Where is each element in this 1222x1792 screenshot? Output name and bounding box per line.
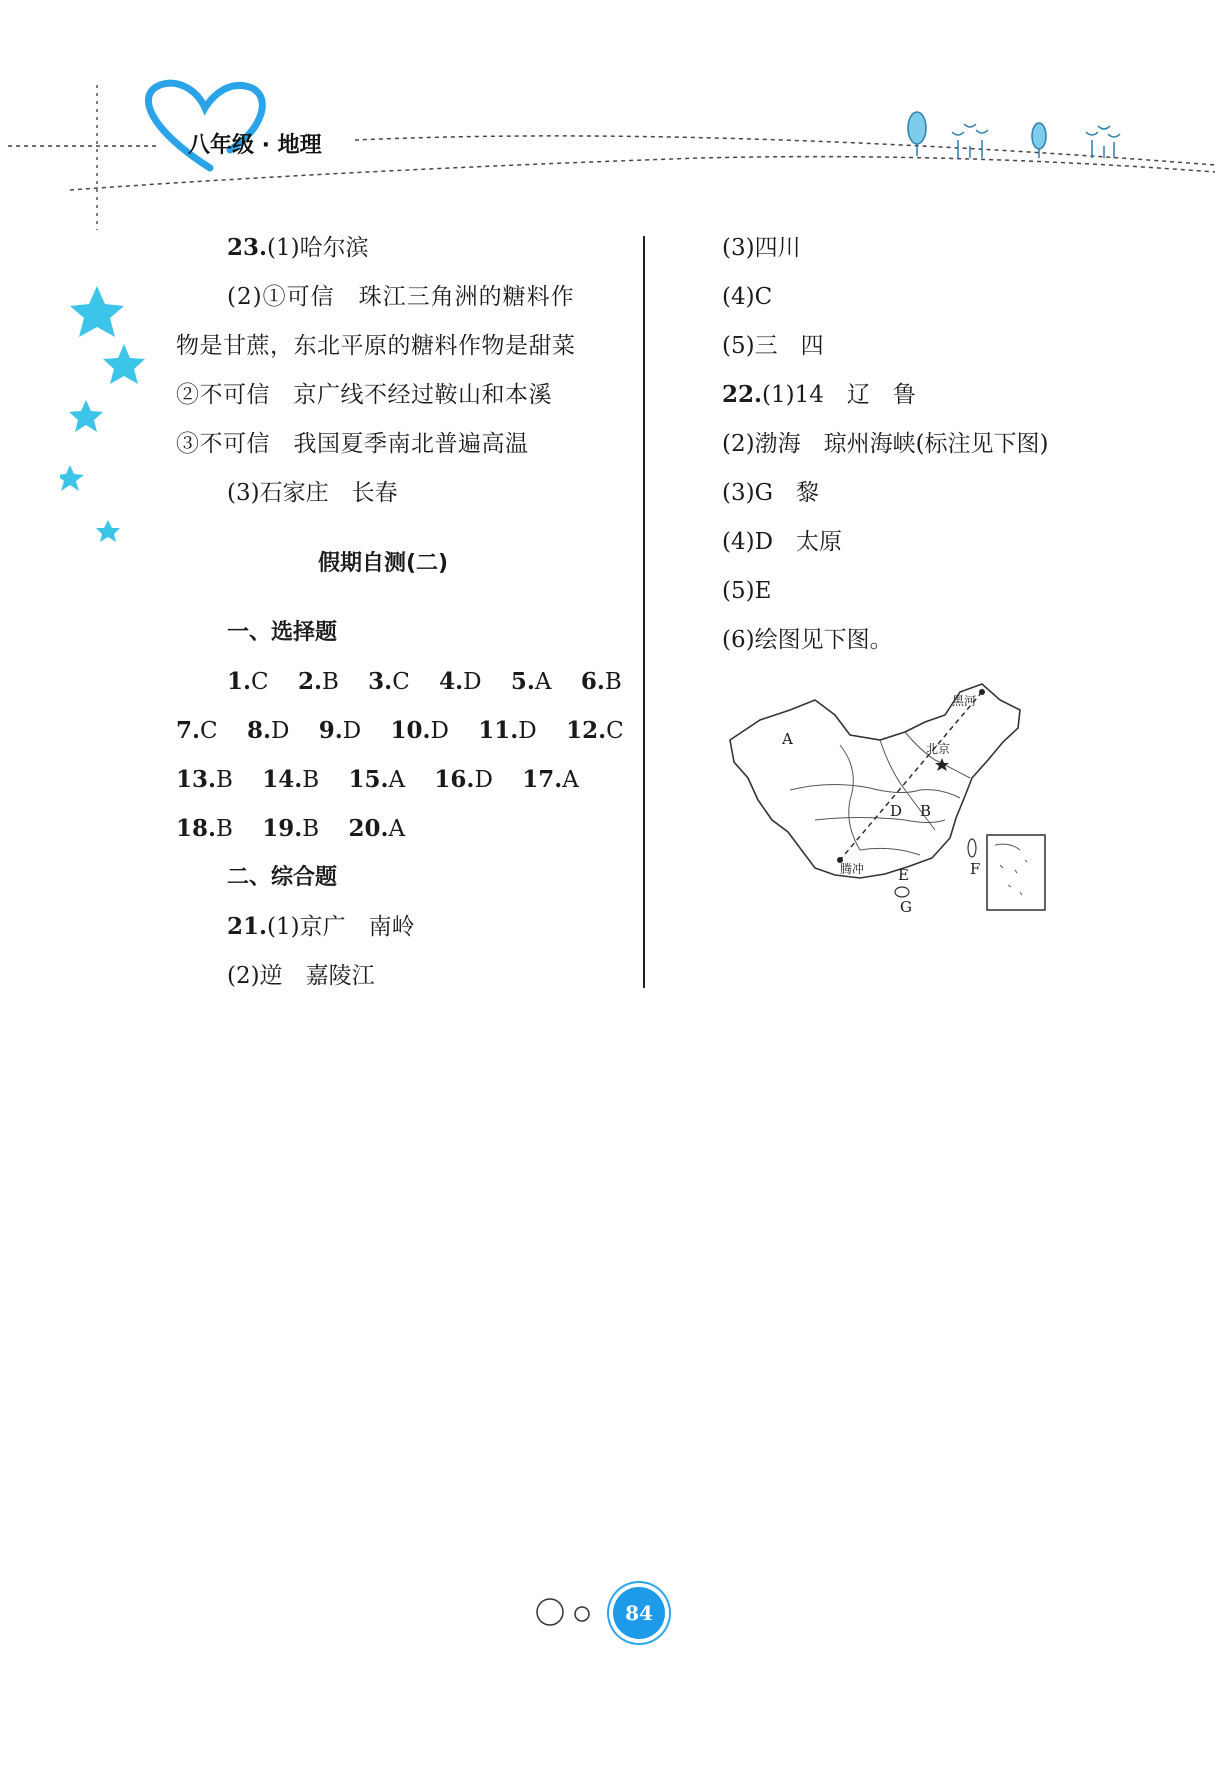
beijing-star-icon — [935, 758, 949, 771]
choice-item: 13.B — [176, 766, 233, 793]
q21-answer-5: (5)三 四 — [722, 333, 824, 359]
choice-item: 14.B — [262, 766, 320, 793]
q22-answer-2: (2)渤海 琼州海峡(标注见下图) — [722, 431, 1049, 457]
circle-icon — [575, 1607, 589, 1621]
star-icon — [60, 465, 84, 491]
choice-item: 7.C — [176, 717, 218, 744]
map-label-heihe: 黑河 — [952, 694, 977, 708]
q23-answer-1: (1)哈尔滨 — [267, 235, 369, 261]
choice-item: 3.C — [368, 668, 410, 695]
q22-number: 22. — [722, 381, 763, 408]
circle-icon — [537, 1599, 563, 1625]
q22-answer-6: (6)绘图见下图。 — [722, 627, 893, 653]
page-number: 84 — [613, 1587, 665, 1639]
map-label-d: D — [890, 802, 903, 820]
choice-item: 4.D — [439, 668, 482, 695]
choice-item: 16.D — [434, 766, 493, 793]
q21-line-1 — [227, 912, 415, 942]
tree-icon — [908, 112, 1046, 158]
choice-item: 19.B — [262, 815, 320, 842]
choice-item: 10.D — [390, 717, 449, 744]
star-decoration — [60, 280, 160, 550]
q21-answer-2: (2)逆 嘉陵江 — [227, 963, 375, 989]
q22-answer-5: (5)E — [722, 578, 772, 604]
china-map-outline — [720, 670, 1060, 920]
choice-item: 6.B — [580, 668, 622, 695]
choice-item: 20.A — [348, 815, 406, 842]
star-icon — [103, 344, 145, 384]
header-decoration — [0, 0, 1222, 230]
header-title: 八年级 · 地理 — [188, 133, 322, 158]
choice-item: 18.B — [176, 815, 233, 842]
map-label-b: B — [920, 802, 932, 820]
q22-answer-4: (4)D 太原 — [722, 529, 843, 555]
choice-row-1 — [227, 667, 644, 697]
choice-item: 15.A — [348, 766, 406, 793]
choice-item: 11.D — [478, 717, 537, 744]
star-icon — [69, 400, 103, 432]
star-icon — [96, 520, 120, 542]
map-label-f: F — [970, 860, 981, 878]
q22-line-1 — [722, 380, 916, 410]
q23-number: 23. — [227, 234, 268, 261]
q23-answer-3: (3)石家庄 长春 — [227, 480, 398, 506]
choice-item: 9.D — [318, 717, 362, 744]
page-number-decoration — [530, 1590, 610, 1640]
choice-item: 1.C — [227, 668, 269, 695]
map-label-tengchong: 腾冲 — [840, 862, 865, 876]
choice-row-3 — [176, 765, 601, 795]
map-label-a: A — [782, 730, 793, 748]
choice-item: 8.D — [246, 717, 290, 744]
q21-answer-1: (1)京广 南岭 — [267, 914, 415, 940]
q22-answer-3: (3)G 黎 — [722, 480, 819, 506]
q22-answer-1: (1)14 辽 鲁 — [762, 382, 916, 408]
q23-answer-2d: ③不可信 我国夏季南北普遍高温 — [176, 431, 529, 457]
choice-row-4 — [176, 814, 427, 844]
section-title: 假期自测(二) — [318, 551, 449, 576]
q21-answer-3: (3)四川 — [722, 235, 801, 261]
china-map-figure — [720, 670, 1060, 920]
choice-section-title: 一、选择题 — [227, 620, 338, 645]
choice-row-2 — [176, 716, 646, 746]
comprehensive-section-title: 二、综合题 — [227, 865, 338, 890]
map-label-e: E — [898, 866, 909, 884]
q21-number: 21. — [227, 913, 268, 940]
choice-item: 2.B — [297, 668, 339, 695]
choice-item: 12.C — [566, 717, 624, 744]
q23-answer-2a: (2)①可信 珠江三角洲的糖料作 — [227, 284, 575, 310]
choice-item: 5.A — [510, 668, 552, 695]
q23-answer-2c: ②不可信 京广线不经过鞍山和本溪 — [176, 382, 552, 408]
star-icon — [70, 286, 124, 337]
map-label-g: G — [900, 898, 912, 916]
q21-answer-4: (4)C — [722, 284, 773, 310]
column-divider — [643, 236, 645, 988]
q23-answer-2b: 物是甘蔗，东北平原的糖料作物是甜菜 — [176, 333, 576, 359]
choice-item: 17.A — [522, 766, 579, 793]
map-label-beijing: 北京 — [926, 742, 951, 756]
q23-line-1 — [227, 233, 369, 263]
